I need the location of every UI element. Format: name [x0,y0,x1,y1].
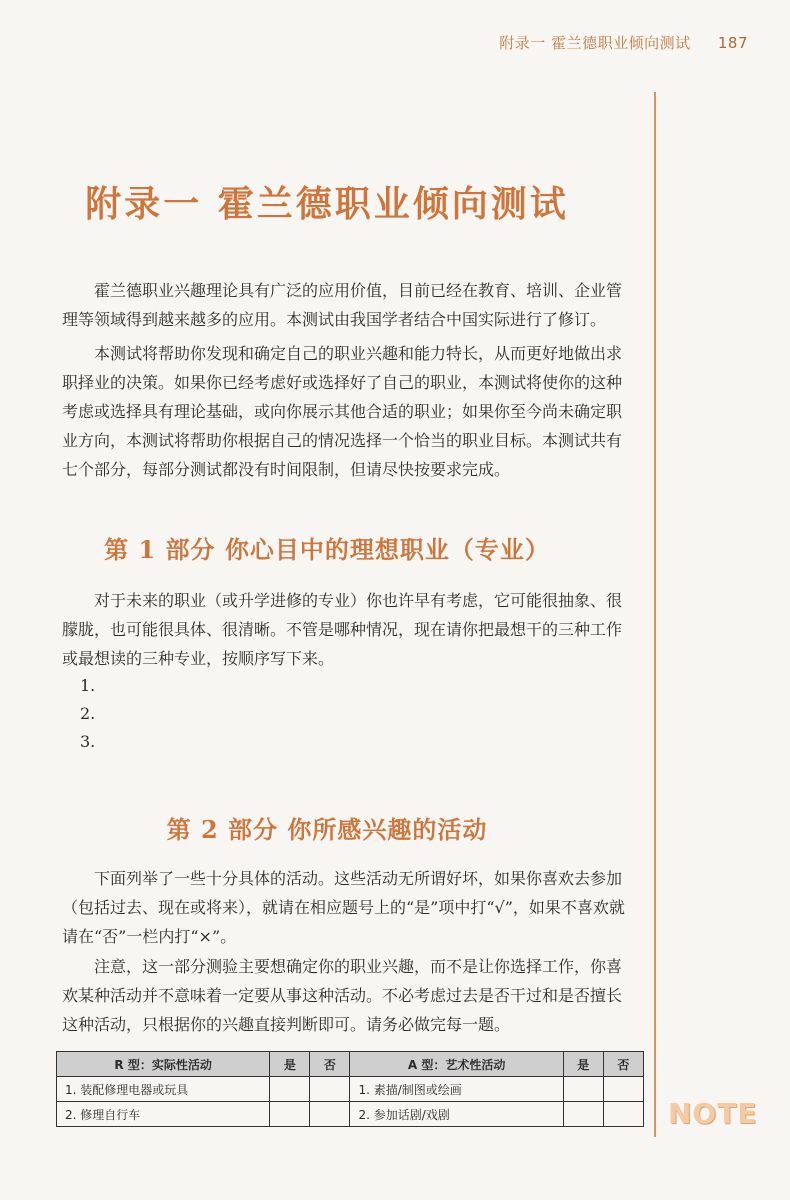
a-yes-cell[interactable] [563,1102,603,1127]
part2-paragraph-2: 注意，这一部分测验主要想确定你的职业兴趣，而不是让你选择工作，你喜欢某种活动并不意味着一定要从事这种活动。不必考虑过去是否干过和是否擅长这种活动，只根据你的兴趣直接判断即可。请务必做完每一题。 [62,957,623,1034]
r-activity-cell: 2. 修理自行车 [57,1102,270,1127]
table-row [57,1102,644,1127]
page-number: 187 [717,34,748,52]
a-no-cell[interactable] [603,1077,643,1102]
part1-paragraph: 对于未来的职业（或升学进修的专业）你也许早有考虑，它可能很抽象、很朦胧，也可能很具体、很清晰。不管是哪种情况，现在请你把最想干的三种工作或最想读的三种专业，按顺序写下来。 [62,591,623,668]
r-activity-cell: 1. 装配修理电器或玩具 [57,1077,270,1102]
a-activity-cell: 1. 素描/制图或绘画 [350,1077,563,1102]
r-yes-header: 是 [270,1052,310,1077]
page-title: 附录一 霍兰德职业倾向测试 [85,183,569,225]
a-type-header: A 型：艺术性活动 [350,1052,563,1077]
r-no-cell[interactable] [310,1102,350,1127]
part2-paragraph-1: 下面列举了一些十分具体的活动。这些活动无所谓好坏，如果你喜欢去参加（包括过去、现在或将来），就请在相应题号上的“是”项中打“√”，如果不喜欢就请在“否”一栏内打“×”。 [62,869,625,946]
header-chapter: 附录一 霍兰德职业倾向测试 [499,34,691,52]
r-yes-cell[interactable] [270,1077,310,1102]
r-yes-cell[interactable] [270,1102,310,1127]
running-header [499,32,748,53]
r-no-header: 否 [310,1052,350,1077]
answer-line-3: 3. [80,732,96,751]
margin-divider [654,92,656,1137]
table-header-row [57,1052,644,1077]
activity-table [56,1051,644,1127]
r-type-header: R 型：实际性活动 [57,1052,270,1077]
a-yes-cell[interactable] [563,1077,603,1102]
part1-title: 第 1 部分 你心目中的理想职业（专业） [104,535,550,564]
intro-paragraph-2: 本测试将帮助你发现和确定自己的职业兴趣和能力特长，从而更好地做出求职择业的决策。如果你已经考虑好或选择好了自己的职业，本测试将使你的这种考虑或选择具有理论基础，或向你展示其他合适的职业；如果你至今尚未确定职业方向，本测试将帮助你根据自己的情况选择一个恰当的职业目标。本测试共有七个部分，每部分测试都没有时间限制，但请尽快按要求完成。 [62,344,623,479]
intro-paragraph-1: 霍兰德职业兴趣理论具有广泛的应用价值，目前已经在教育、培训、企业管理等领域得到越来越多的应用。本测试由我国学者结合中国实际进行了修订。 [62,281,623,329]
a-no-header: 否 [603,1052,643,1077]
answer-line-2: 2. [80,704,96,723]
note-label: NOTE [668,1097,758,1130]
a-yes-header: 是 [563,1052,603,1077]
table-row [57,1077,644,1102]
part2-title: 第 2 部分 你所感兴趣的活动 [166,815,488,844]
a-no-cell[interactable] [603,1102,643,1127]
r-no-cell[interactable] [310,1077,350,1102]
a-activity-cell: 2. 参加话剧/戏剧 [350,1102,563,1127]
answer-line-1: 1. [80,676,96,695]
